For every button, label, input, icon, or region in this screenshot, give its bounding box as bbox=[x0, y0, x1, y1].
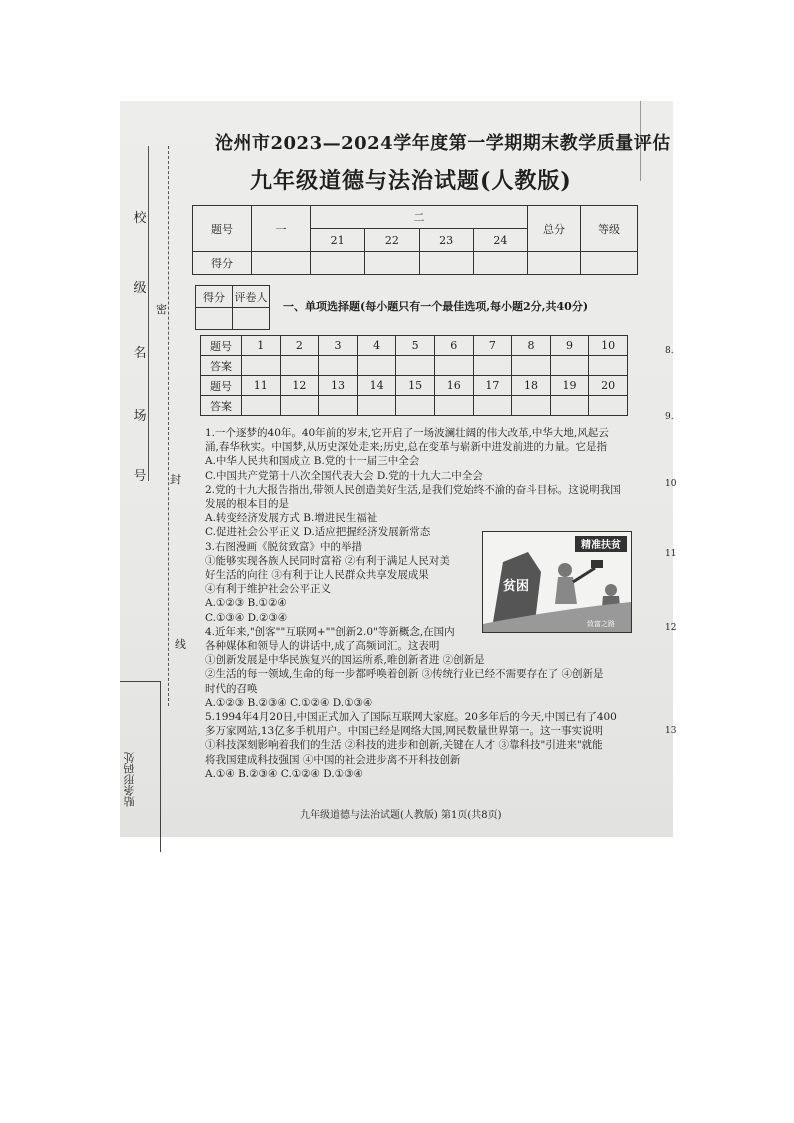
answer-q-num: 19 bbox=[550, 376, 589, 396]
score-table-sub: 23 bbox=[419, 229, 473, 252]
question-line: ①能够实现各族人民同时富裕 ②有利于满足人民对美 bbox=[205, 554, 450, 567]
question-line: ①科技深刻影响着我们的生活 ②科技的进步和创新,关键在人才 ③靠科技"引进来"就能 bbox=[205, 739, 603, 752]
question-line: 1.一个逐梦的40年。40年前的岁末,它开启了一场波澜壮阔的伟大改革,中华大地,风起云 bbox=[205, 427, 609, 439]
answer-cell bbox=[473, 396, 512, 416]
answer-q-label: 题号 bbox=[201, 376, 242, 396]
binding-box-line bbox=[148, 146, 149, 481]
question-line: 将我国建成科技强国 ④中国的社会进步离不开科技创新 bbox=[205, 753, 461, 766]
answer-q-num: 11 bbox=[242, 376, 281, 396]
score-table-total: 总分 bbox=[528, 206, 581, 252]
answer-row-a2 bbox=[201, 396, 628, 416]
answer-cell bbox=[280, 356, 319, 376]
score-cell bbox=[419, 252, 473, 275]
answer-q-num: 15 bbox=[396, 376, 435, 396]
answer-cell bbox=[434, 396, 473, 416]
page-footer: 九年级道德与法治试题(人教版) 第1页(共8页) bbox=[300, 810, 502, 821]
grader-score-cell bbox=[196, 308, 233, 330]
question-line: ②生活的每一领域,生命的每一步都呼唤着创新 ③传统行业已经不需要存在了 ④创新是 bbox=[205, 668, 604, 681]
answer-q-num: 7 bbox=[473, 336, 512, 356]
question-line: A.①②③ B.②③④ C.①②④ D.①③④ bbox=[205, 696, 373, 709]
seal-line bbox=[168, 146, 169, 706]
barcode-area: 贴条形码处 bbox=[120, 681, 161, 852]
question-line: 好生活的向往 ③有利于让人民群众共享发展成果 bbox=[205, 569, 429, 582]
question-line: C.①③④ D.②③④ bbox=[205, 611, 288, 624]
section-title: 一、单项选择题(每小题只有一个最佳选项,每小题2分,共40分) bbox=[283, 300, 589, 313]
exam-paper bbox=[120, 101, 677, 837]
question-line: 时代的召唤 bbox=[205, 682, 258, 695]
answer-q-num: 6 bbox=[434, 336, 473, 356]
edge-number: 8. bbox=[665, 346, 674, 356]
edge-number: 10 bbox=[665, 479, 677, 489]
answer-cell bbox=[589, 396, 628, 416]
question-line: 多万家网站,13亿多手机用户。中国已经是网络大国,网民数量世界第一。这一事实说明 bbox=[205, 725, 604, 738]
question-line: 2.党的十九大报告指出,带领人民创造美好生活,是我们党始终不渝的奋斗目标。这说明我国 bbox=[205, 483, 621, 496]
question-line: A.中华人民共和国成立 B.党的十一届三中全会 bbox=[205, 455, 420, 468]
binding-label-name: 名 bbox=[133, 345, 147, 361]
answer-cell bbox=[242, 396, 281, 416]
binding-label-class: 级 bbox=[133, 280, 147, 296]
exam-photo bbox=[120, 101, 677, 837]
answer-cell bbox=[512, 396, 551, 416]
answer-cell bbox=[473, 356, 512, 376]
answer-table bbox=[200, 335, 628, 416]
question-line: ①创新发展是中华民族复兴的国运所系,唯创新者进 ②创新是 bbox=[205, 654, 485, 667]
score-table-sub: 22 bbox=[365, 229, 419, 252]
score-table-sub: 21 bbox=[311, 229, 365, 252]
question-line: 各种媒体和领导人的讲话中,成了高频词汇。这表明 bbox=[205, 640, 440, 653]
answer-q-num: 16 bbox=[434, 376, 473, 396]
seal-char-1: 密 bbox=[156, 303, 167, 316]
answer-q-num: 1 bbox=[242, 336, 281, 356]
exam-header: 沧州市2023—2024学年度第一学期期末教学质量评估 bbox=[215, 133, 671, 154]
score-table bbox=[192, 205, 638, 275]
question-line: C.中国共产党第十八次全国代表大会 D.党的十九大二中全会 bbox=[205, 469, 483, 482]
answer-cell bbox=[550, 356, 589, 376]
answer-q-num: 17 bbox=[473, 376, 512, 396]
question-line: A.转变经济发展方式 B.增进民生福祉 bbox=[205, 512, 378, 525]
answer-cell bbox=[357, 356, 396, 376]
question-line: 4.近年来,"创客""互联网+""创新2.0"等新概念,在国内 bbox=[205, 625, 455, 638]
score-table-grade: 等级 bbox=[581, 206, 638, 252]
score-cell bbox=[365, 252, 419, 275]
score-cell bbox=[581, 252, 638, 275]
question-line: A.①④ B.②③④ C.①②④ D.①③④ bbox=[205, 767, 363, 780]
answer-cell bbox=[280, 396, 319, 416]
score-cell bbox=[311, 252, 365, 275]
score-table-part1: 一 bbox=[252, 206, 311, 252]
score-cell bbox=[473, 252, 527, 275]
answer-q-num: 3 bbox=[319, 336, 358, 356]
hammer-head bbox=[591, 560, 603, 568]
seal-char-2: 封 bbox=[170, 473, 181, 486]
answer-q-num: 8 bbox=[512, 336, 551, 356]
answer-cell bbox=[550, 396, 589, 416]
answer-q-num: 12 bbox=[280, 376, 319, 396]
answer-cell bbox=[242, 356, 281, 376]
answer-cell bbox=[589, 356, 628, 376]
answer-cell bbox=[396, 396, 435, 416]
answer-q-num: 14 bbox=[357, 376, 396, 396]
answer-a-label: 答案 bbox=[201, 356, 242, 376]
score-table-part2: 二 bbox=[311, 206, 528, 229]
binding-label-room: 场 bbox=[133, 408, 147, 424]
binding-label-school: 校 bbox=[133, 210, 147, 226]
comic-banner-text: 精准扶贫 bbox=[581, 540, 621, 551]
score-cell bbox=[252, 252, 311, 275]
answer-q-num: 18 bbox=[512, 376, 551, 396]
answer-q-num: 2 bbox=[280, 336, 319, 356]
seal-char-3: 线 bbox=[175, 638, 186, 651]
edge-number: 9. bbox=[665, 412, 674, 422]
hammer-handle bbox=[573, 568, 595, 582]
poverty-rock-label: 贫困 bbox=[502, 579, 530, 594]
poverty-comic bbox=[482, 531, 632, 633]
question-line: C.促进社会公平正义 D.适应把握经济发展新常态 bbox=[205, 526, 431, 539]
answer-q-num: 20 bbox=[589, 376, 628, 396]
question-line: 发展的根本目的是 bbox=[205, 498, 289, 511]
road-label: 致富之路 bbox=[587, 620, 615, 628]
binding-column bbox=[120, 171, 160, 831]
score-table-question-label: 题号 bbox=[193, 206, 252, 252]
score-table-score-label: 得分 bbox=[193, 252, 252, 275]
exam-title: 九年级道德与法治试题(人教版) bbox=[250, 168, 572, 194]
villager-head bbox=[605, 584, 617, 596]
score-cell bbox=[528, 252, 581, 275]
answer-a-label: 答案 bbox=[201, 396, 242, 416]
grader-reviewer-label: 评卷人 bbox=[233, 286, 270, 308]
question-line: ④有利于维护社会公平正义 bbox=[205, 583, 331, 596]
edge-number: 12 bbox=[665, 623, 677, 633]
answer-q-num: 13 bbox=[319, 376, 358, 396]
answer-cell bbox=[319, 396, 358, 416]
worker-head bbox=[558, 563, 572, 577]
answer-q-num: 4 bbox=[357, 336, 396, 356]
comic-illustration bbox=[483, 532, 631, 632]
grader-table bbox=[195, 285, 270, 330]
question-line: 3.右图漫画《脱贫致富》中的举措 bbox=[205, 540, 363, 553]
answer-row-q1 bbox=[201, 336, 628, 356]
answer-row-q2 bbox=[201, 376, 628, 396]
answer-row-a1 bbox=[201, 356, 628, 376]
answer-q-num: 5 bbox=[396, 336, 435, 356]
grader-score-label: 得分 bbox=[196, 286, 233, 308]
answer-cell bbox=[319, 356, 358, 376]
edge-number: 13 bbox=[665, 726, 677, 736]
edge-number: 11 bbox=[665, 549, 677, 559]
answer-q-num: 10 bbox=[589, 336, 628, 356]
question-line: A.①②③ B.①②④ bbox=[205, 597, 287, 610]
answer-cell bbox=[434, 356, 473, 376]
question-line: 涌,春华秋实。中国梦,从历史深处走来;历史,总在变革与崭新中进发前进的力量。它是指 bbox=[205, 441, 608, 454]
grader-reviewer-cell bbox=[233, 308, 270, 330]
answer-q-num: 9 bbox=[550, 336, 589, 356]
answer-cell bbox=[396, 356, 435, 376]
binding-label-number: 号 bbox=[133, 468, 147, 484]
question-line: 5.1994年4月20日,中国正式加入了国际互联网大家庭。20多年后的今天,中国已有了400 bbox=[205, 711, 617, 724]
answer-cell bbox=[512, 356, 551, 376]
answer-q-label: 题号 bbox=[201, 336, 242, 356]
answer-cell bbox=[357, 396, 396, 416]
score-table-sub: 24 bbox=[473, 229, 527, 252]
